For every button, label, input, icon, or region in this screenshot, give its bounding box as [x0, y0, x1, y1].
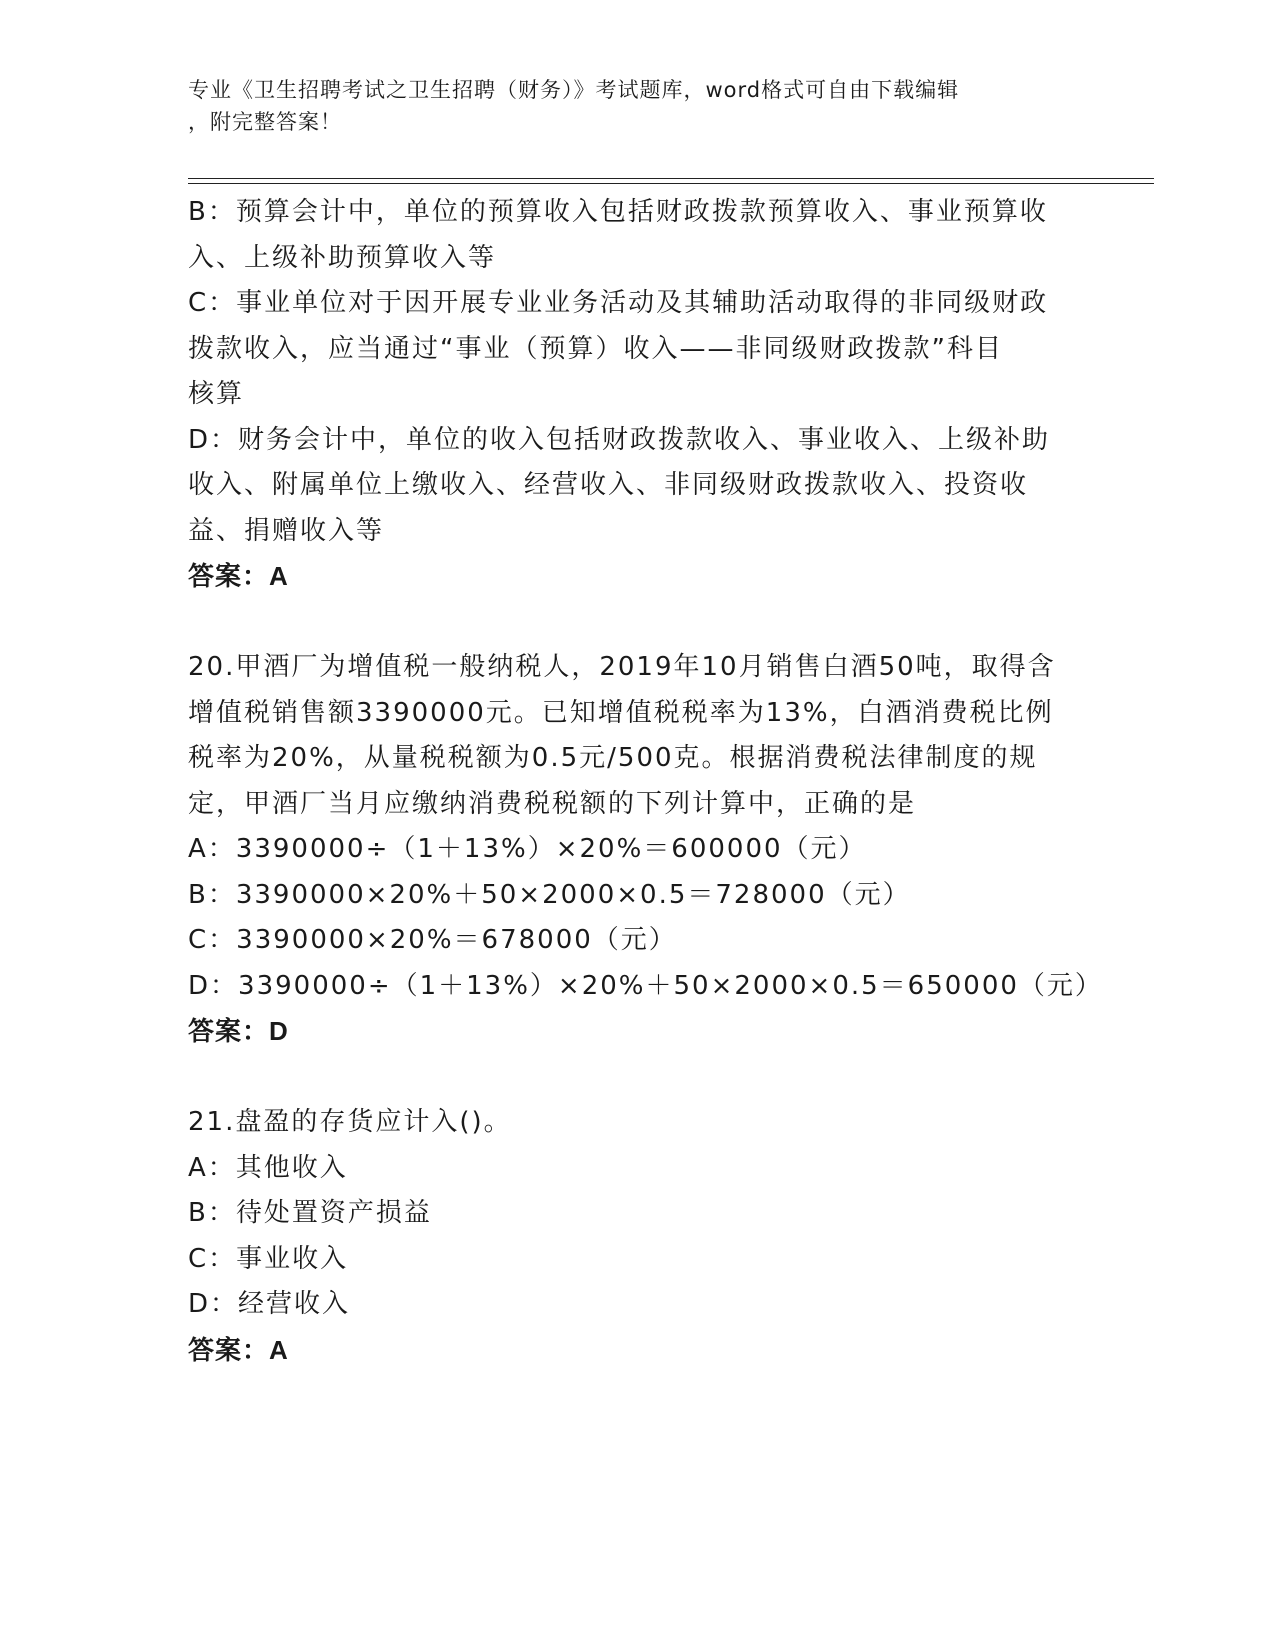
question-19-answer: 答案：A: [188, 561, 289, 591]
question-20-option-d: D：3390000÷（1＋13%）×20%＋50×2000×0.5＝650000（元）: [188, 970, 1103, 1001]
stem-line: 增值税销售额3390000元。已知增值税税率为13%，白酒消费税比例: [188, 697, 1054, 728]
option-line: B：预算会计中，单位的预算收入包括财政拨款预算收入、事业预算收: [188, 197, 1048, 227]
document-header: [188, 74, 1068, 138]
option-line: 收入、附属单位上缴收入、经营收入、非同级财政拨款收入、投资收: [188, 470, 1029, 500]
question-20-option-c: C：3390000×20%＝678000（元）: [188, 925, 677, 955]
question-20-answer: 答案：D: [188, 1016, 289, 1046]
question-19-option-b: [188, 190, 1088, 281]
spacer: [188, 1055, 1088, 1101]
question-19-option-d: [188, 418, 1088, 555]
option-line: 核算: [188, 379, 245, 409]
header-divider-top: [188, 178, 1154, 179]
document-body: [188, 190, 1103, 1373]
header-divider-bottom: [188, 183, 1154, 184]
stem-line: 20.甲酒厂为增值税一般纳税人，2019年10月销售白酒50吨，取得含: [188, 652, 1056, 682]
stem-line: 定，甲酒厂当月应缴纳消费税税额的下列计算中，正确的是: [188, 788, 917, 819]
question-21-option-c: C：事业收入: [188, 1243, 349, 1274]
question-21-option-b: B：待处置资产损益: [188, 1198, 432, 1228]
question-21-option-d: D：经营收入: [188, 1289, 351, 1319]
question-21-stem: 21.盘盈的存货应计入()。: [188, 1107, 512, 1137]
question-20-stem: [188, 645, 1088, 827]
option-line: 拨款收入，应当通过“事业（预算）收入——非同级财政拨款”科目: [188, 333, 1003, 364]
option-line: 益、捐赠收入等: [188, 515, 385, 546]
header-title-line-2: ，附完整答案！: [188, 110, 342, 134]
question-19-option-c: [188, 281, 1088, 418]
question-21-option-a: A：其他收入: [188, 1152, 348, 1183]
question-21-answer: 答案：A: [188, 1334, 289, 1365]
spacer: [188, 600, 1088, 646]
option-line: C：事业单位对于因开展专业业务活动及其辅助活动取得的非同级财政: [188, 288, 1049, 318]
question-20-option-a: A：3390000÷（1＋13%）×20%＝600000（元）: [188, 834, 867, 864]
option-line: 入、上级补助预算收入等: [188, 242, 497, 273]
option-line: D：财务会计中，单位的收入包括财政拨款收入、事业收入、上级补助: [188, 424, 1051, 455]
stem-line: 税率为20%，从量税税额为0.5元/500克。根据消费税法律制度的规: [188, 743, 1038, 773]
header-title-line-1: 专业《卫生招聘考试之卫生招聘（财务）》考试题库，word格式可自由下载编辑: [188, 78, 960, 102]
question-20-option-b: B：3390000×20%＋50×2000×0.5＝728000（元）: [188, 879, 911, 910]
